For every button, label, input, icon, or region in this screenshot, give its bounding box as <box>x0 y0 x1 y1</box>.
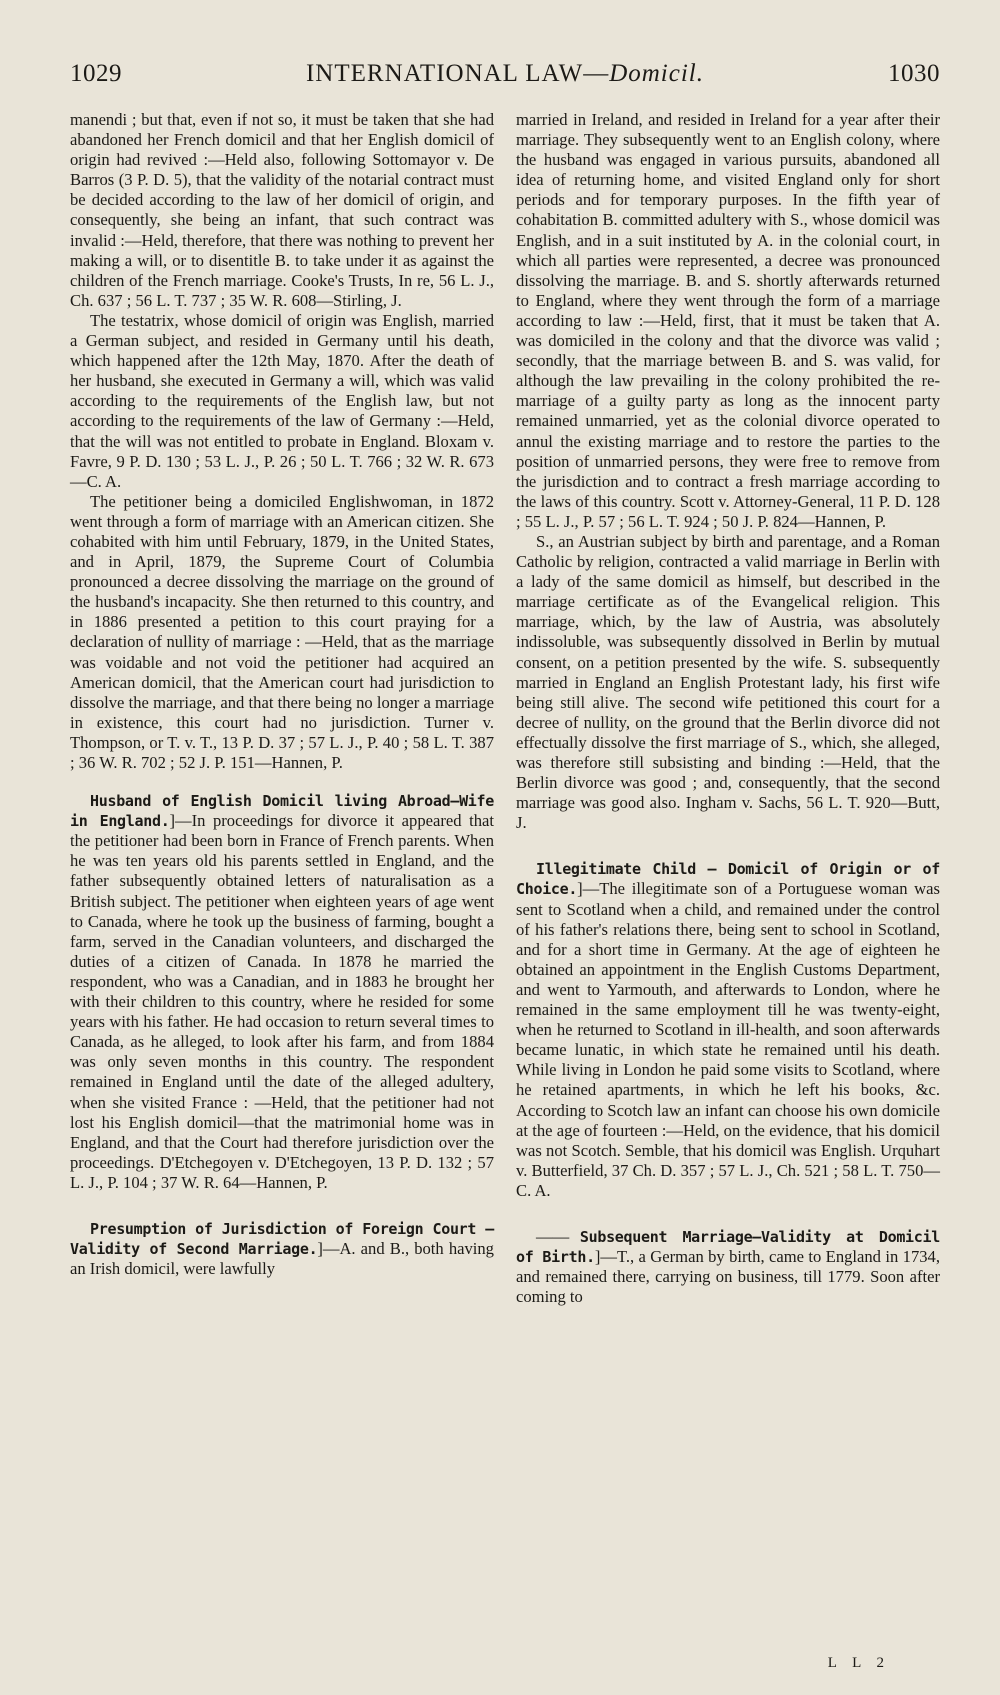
section-entry <box>516 1227 940 1307</box>
section-entry <box>70 1219 494 1279</box>
signature-mark: L L 2 <box>827 1655 890 1671</box>
section-body: ]—The illegitimate son of a Portuguese woman was sent to Scotland when a child, and remained under the control of his father's relations there, being sent to school in Scotland, and for a short time in Germany. At the age of eighteen he obtained an appointment in the English Customs Department, and went to Yarmouth, and afterwards to London, where he remained in the same employment till he was twenty-eight, when he returned to Scotland in ill-health, and soon afterwards became lunatic, in which state he remained until his death. While living in London he paid some visits to Scotland, where he retained apartments, in which he left his books, &c. According to Scotch law an infant can choose his own domicile at the age of fourteen :—Held, on the evidence, that his domicil was not Scotch. Semble, that his domicil was English. Urquhart v. Butterfield, 37 Ch. D. 357 ; 57 L. J., Ch. 521 ; 58 L. T. 750—C. A. <box>516 879 940 1200</box>
section-heading: Presumption of Jurisdiction of Foreign Court —Validity of Second Marriage. <box>70 1219 494 1259</box>
section-body: ]—T., a German by birth, came to England in 1734, and remained there, carrying on business, till 1779. Soon after coming to <box>516 1247 941 1307</box>
ditto-dash: —— <box>536 1226 570 1246</box>
section-body: ]—A. and B., both having an Irish domicil, were lawfully <box>70 1239 494 1279</box>
right-column <box>516 110 940 1307</box>
section-heading: Illegitimate Child — Domicil of Origin or of Choice. <box>516 860 940 899</box>
paragraph: manendi ; but that, even if not so, it must be taken that she had abandoned her French domicil and that her English domicil of origin had revived :—Held also, following Sottomayor v. De Barros (3 P. D. 5), that the validity of the notarial contract must be decided according to the law of her domicil of origin, and consequently, she being an infant, that such contract was invalid :—Held, therefore, that there was nothing to prevent her making a will, or to disentitle B. to take under it as against the children of the French marriage. Cooke's Trusts, In re, 56 L. J., Ch. 637 ; 56 L. T. 737 ; 35 W. R. 608—Stirling, J. <box>70 110 494 310</box>
section-entry <box>70 791 494 1193</box>
running-title-main: INTERNATIONAL LAW— <box>305 60 610 87</box>
paragraph: S., an Austrian subject by birth and parentage, and a Roman Catholic by religion, contracted a valid marriage in Berlin with a lady of the same domicil as himself, but described in the marriage certificate as of the Evangelical religion. This marriage, which, by the law of Austria, was absolutely indissoluble, was subsequently dissolved in Berlin by mutual consent, on a petition presented by the wife. S. subsequently married in England an English Protestant lady, his first wife being still alive. The second wife petitioned this court for a decree of nullity, on the ground that the Berlin divorce did not effectually dissolve the first marriage of S., which, she alleged, was therefore still subsisting and binding :—Held, that the Berlin divorce was good ; and, consequently, that the second marriage was good also. Ingham v. Sachs, 56 L. T. 920—Butt, J. <box>516 531 940 833</box>
paragraph: married in Ireland, and resided in Ireland for a year after their marriage. They subsequently went to an English colony, where the husband was engaged in various pursuits, abandoned all idea of returning home, and visited England only for short periods and for temporary purposes. In the fifth year of cohabitation B. committed adultery with S., whose domicil was English, and in a suit instituted by A. in the colonial court, in which all parties were represented, a decree was pronounced dissolving the marriage. B. and S. shortly afterwards returned to England, where they went through the form of a marriage according to law :—Held, first, that it must be taken that A. was domiciled in the colony and that the divorce was valid ; secondly, that the marriage between B. and S. was valid, for although the law prevailing in the colony prohibited the re-marriage of a guilty party as long as the innocent party remained unmarried, yet as the colonial divorce operated to annul the existing marriage and to restore the parties to the position of unmarried persons, they were free to remove from the jurisdiction and to contract a fresh marriage according to the laws of this country. Scott v. Attorney-General, 11 P. D. 128 ; 55 L. J., P. 57 ; 56 L. T. 924 ; 50 J. P. 824—Hannen, P. <box>516 110 940 531</box>
section-entry <box>516 859 940 1201</box>
section-heading: Husband of English Domicil living Abroad—Wife in England. <box>70 792 494 831</box>
text-columns <box>70 110 940 1307</box>
section-heading: Subsequent Marriage—Validity at Domicil of Birth. <box>516 1227 940 1267</box>
left-page-number: 1029 <box>70 60 122 87</box>
running-title-italic: Domicil. <box>609 60 704 87</box>
left-column <box>70 110 494 1307</box>
paragraph: The testatrix, whose domicil of origin was English, married a German subject, and resided in Germany until his death, which happened after the 12th May, 1870. After the death of her husband, she executed in Germany a will, which was valid according to the requirements of the English law, but not according to the requirements of the law of Germany :—Held, that the will was not entitled to probate in England. Bloxam v. Favre, 9 P. D. 130 ; 53 L. J., P. 26 ; 50 L. T. 766 ; 32 W. R. 673—C. A. <box>70 310 494 491</box>
right-page-number: 1030 <box>887 60 940 87</box>
section-body: ]—In proceedings for divorce it appeared that the petitioner had been born in France of French parents. When he was ten years old his parents settled in England, and the father subsequently obtained letters of naturalisation as a British subject. The petitioner when eighteen years of age went to Canada, where he took up the business of farming, bought a farm, served in the Canadian volunteers, and discharged the duties of a citizen of Canada. In 1878 he married the respondent, who was a Canadian, and in 1883 he brought her with their children to this country, where he resided for some years with his father. He had occasion to return several times to Canada, as he alleged, to look after his farm, and from 1884 was only seven months in this country. The respondent remained in England until the date of the alleged adultery, when she visited France : —Held, that the petitioner had not lost his English domicil—that the matrimonial home was in England, and that the Court had therefore jurisdiction over the proceedings. D'Etchegoyen v. D'Etchegoyen, 13 P. D. 132 ; 57 L. J., P. 104 ; 37 W. R. 64—Hannen, P. <box>70 811 494 1192</box>
running-title <box>306 60 704 88</box>
running-header <box>70 60 940 102</box>
paragraph: The petitioner being a domiciled Englishwoman, in 1872 went through a form of marriage with an American citizen. She cohabited with him until February, 1879, in the United States, and in April, 1879, the Supreme Court of Columbia pronounced a decree dissolving the marriage on the ground of the husband's incapacity. She then returned to this country, and in 1886 presented a petition to this court praying for a declaration of nullity of marriage : —Held, that as the marriage was voidable and not void the petitioner had acquired an American domicil, that the American court had jurisdiction to dissolve the marriage, and that there being no longer a marriage in existence, this court had no jurisdiction. Turner v. Thompson, or T. v. T., 13 P. D. 37 ; 57 L. J., P. 40 ; 58 L. T. 387 ; 36 W. R. 702 ; 52 J. P. 151—Hannen, P. <box>70 491 494 772</box>
